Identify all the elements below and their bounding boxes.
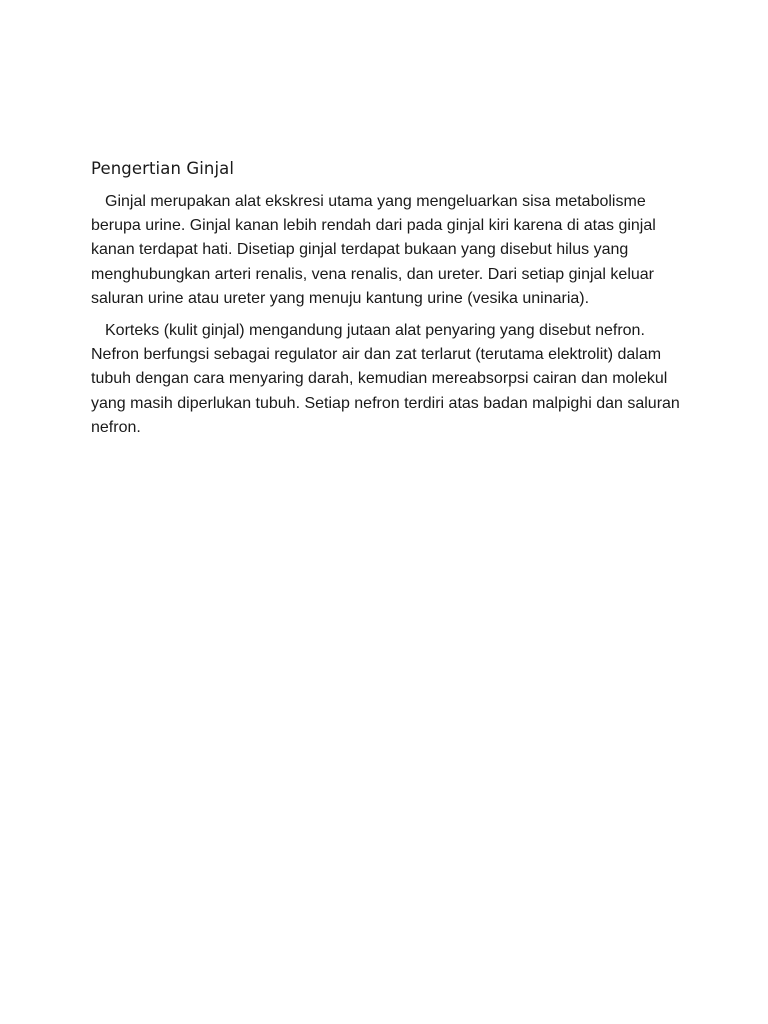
- page-title: Pengertian Ginjal: [91, 159, 235, 178]
- document-body: [91, 156, 691, 448]
- paragraph-1: Ginjal merupakan alat ekskresi utama yang mengeluarkan sisa metabolisme berupa urine. Ginjal kanan lebih rendah dari pada ginjal kiri karena di atas ginjal kanan terdapat hati. Disetiap ginjal terdapat bukaan yang disebut hilus yang menghubungkan arteri renalis, vena renalis, dan ureter. Dari setiap ginjal keluar saluran urine atau ureter yang menuju kantung urine (vesika uninaria).: [91, 193, 656, 307]
- paragraph-2: Korteks (kulit ginjal) mengandung jutaan alat penyaring yang disebut nefron. Nefron berfungsi sebagai regulator air dan zat terlarut (terutama elektrolit) dalam tubuh dengan cara menyaring darah, kemudian mereabsorpsi cairan dan molekul yang masih diperlukan tubuh. Setiap nefron terdiri atas badan malpighi dan saluran nefron.: [91, 322, 680, 436]
